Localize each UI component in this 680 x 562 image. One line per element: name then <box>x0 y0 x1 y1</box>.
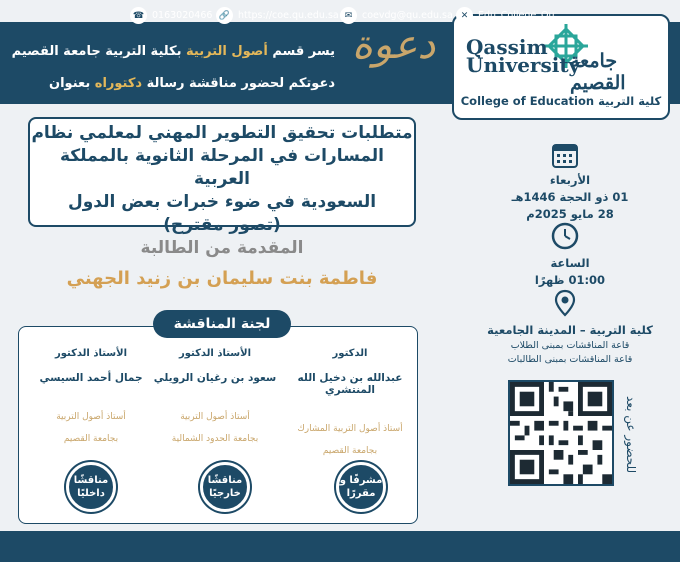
university-logo-card <box>452 14 670 120</box>
logo-en-line2: University <box>466 53 581 77</box>
clock-icon <box>550 221 580 251</box>
member-university: بجامعة القصيم <box>63 434 119 444</box>
link-icon: 🔗 <box>216 7 233 24</box>
member-rank: الأستاذ الدكتور <box>178 348 252 359</box>
footer-phone[interactable] <box>130 7 212 24</box>
calendar-icon <box>550 140 580 170</box>
footer-email[interactable] <box>340 7 453 24</box>
footer-bar <box>0 531 680 562</box>
member-position: أستاذ أصول التربية <box>56 412 126 422</box>
invite-line1-part-c: بكلية التربية جامعة القصيم <box>11 44 187 59</box>
member-rank: الأستاذ الدكتور <box>54 348 128 359</box>
footer-twitter[interactable] <box>456 7 555 24</box>
committee-title: لجنة المناقشة <box>153 310 291 338</box>
committee-member <box>150 348 280 450</box>
thesis-title-line: المسارات في المرحلة الثانوية بالمملكة العربية <box>59 146 385 189</box>
email-icon: ✉ <box>340 7 357 24</box>
twitter-handle-text: Edu_College_Qu <box>478 10 555 21</box>
member-name: جمال أحمد السيسي <box>39 372 143 384</box>
venue-name: كلية التربية – المدينة الجامعية <box>487 323 653 337</box>
footer-website[interactable] <box>216 7 339 24</box>
qr-pattern-icon <box>510 382 612 484</box>
invite-line1-part-a: يسر قسم <box>267 44 335 59</box>
phone-text: 0163020466 <box>152 10 213 21</box>
venue-hall-1: قاعة المناقشات بمبنى الطلاب <box>510 340 630 351</box>
venue-hall-2: قاعة المناقشات بمبنى الطالبات <box>507 354 633 365</box>
thesis-title-line: متطلبات تحقيق التطوير المهني لمعلمي نظام <box>31 123 413 143</box>
invite-line-2 <box>49 76 335 91</box>
member-position: أستاذ أصول التربية <box>180 412 250 422</box>
logo-en-line1: Qassim <box>466 35 548 59</box>
event-time <box>486 255 654 289</box>
qr-code[interactable] <box>508 380 614 486</box>
member-position: أستاذ أصول التربية المشارك <box>297 424 403 434</box>
thesis-title-line: (تصور مقترح) <box>163 215 281 235</box>
time-value: 01:00 ظهرًا <box>534 273 606 287</box>
member-rank: الدكتور <box>332 348 368 359</box>
event-date-gregorian: 28 مايو 2025م <box>526 207 614 221</box>
website-text: https://coe.qu.edu.sa <box>238 10 339 21</box>
thesis-title-line: السعودية في ضوء خبرات بعض الدول <box>67 192 377 212</box>
event-date <box>486 172 654 223</box>
member-name: عبدالله بن دخيل الله المنتشري <box>297 372 403 396</box>
role-badge: مناقشًا خارجيًا <box>200 462 250 512</box>
invite-line2-degree: دكتوراه <box>94 76 143 91</box>
thesis-title-box <box>28 117 416 235</box>
event-day: الأربعاء <box>549 173 591 187</box>
invite-line2-part-a: دعوتكم لحضور مناقشة رسالة <box>142 76 335 91</box>
committee-member <box>285 348 415 462</box>
member-university: بجامعة الحدود الشمالية <box>171 434 259 444</box>
remote-attendance-label: للحضور عن بعد <box>624 396 638 474</box>
invite-calligraphy: دعوة <box>352 22 436 68</box>
location-pin-icon <box>550 288 580 318</box>
x-social-icon: ✕ <box>456 7 473 24</box>
role-badge: مشرفًا و مقررًا <box>336 462 386 512</box>
logo-arabic: جامعة القصيم <box>570 50 626 94</box>
presented-by-label: المقدمة من الطالبة <box>140 238 304 258</box>
event-venue <box>486 322 654 367</box>
email-text: coevdg@qu.edu.sa <box>362 10 453 21</box>
logo-english <box>466 35 581 77</box>
invite-line-1 <box>12 44 335 59</box>
phone-icon: ☎ <box>130 7 147 24</box>
member-name: سعود بن رغيان الرويلي <box>153 372 277 384</box>
role-badge: مناقشًا داخليًا <box>66 462 116 512</box>
invite-line2-part-c: بعنوان <box>49 76 95 91</box>
event-date-hijri: 01 ذو الحجة 1446هـ <box>511 190 629 204</box>
invite-line1-dept: أصول التربية <box>186 44 268 59</box>
member-university: بجامعة القصيم <box>322 446 378 456</box>
student-name: فاطمة بنت سليمان بن زنيد الجهني <box>66 268 378 289</box>
committee-member <box>26 348 156 450</box>
logo-college-name: College of Education كلية التربية <box>460 94 662 108</box>
time-label: الساعة <box>550 256 590 270</box>
